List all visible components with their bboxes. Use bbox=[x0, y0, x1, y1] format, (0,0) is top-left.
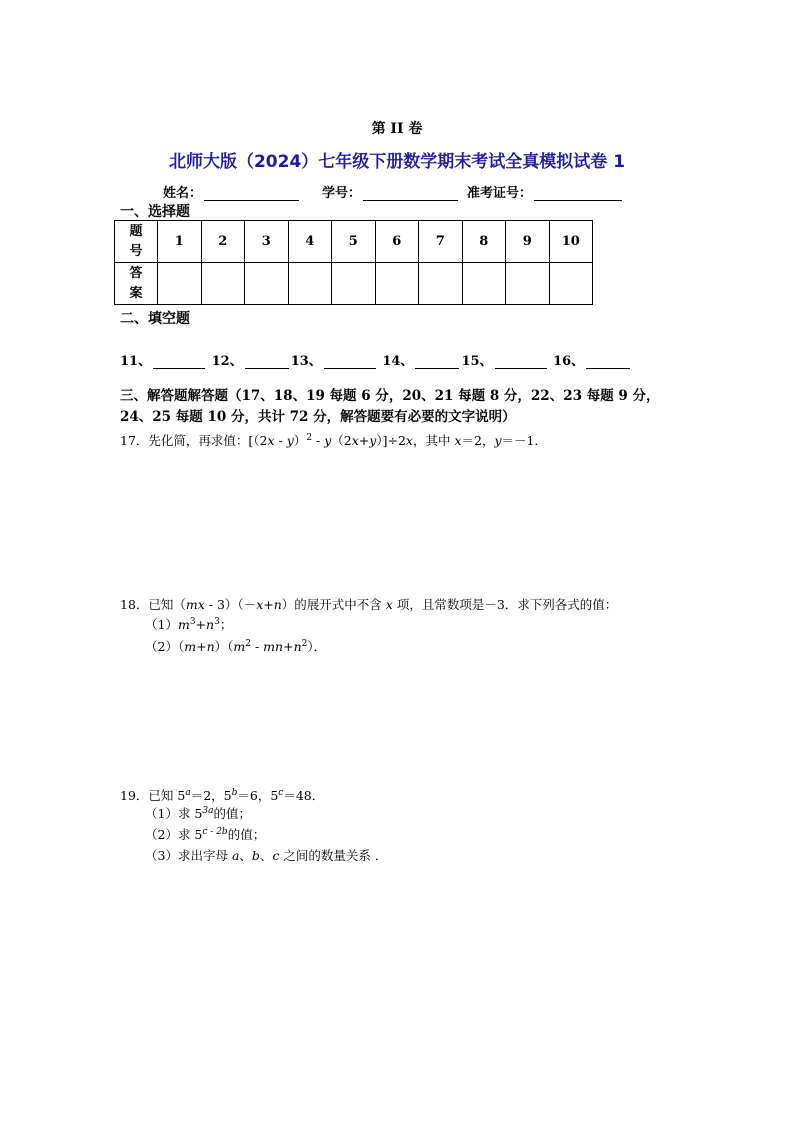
var-b: b bbox=[251, 848, 260, 863]
q17-text: ＝2， bbox=[461, 433, 495, 449]
q17-text: - bbox=[312, 433, 325, 449]
fill-blank-line bbox=[120, 350, 632, 369]
fill-item-label: 14、 bbox=[382, 354, 414, 369]
student-id-label: 学号： bbox=[322, 186, 362, 201]
student-id-blank[interactable] bbox=[363, 186, 458, 201]
exponent-var: a bbox=[185, 788, 191, 798]
var-mx: mx bbox=[185, 597, 205, 612]
q19-text: ＝2，5 bbox=[190, 788, 232, 804]
fill-blank[interactable] bbox=[324, 355, 376, 369]
q19-text: 之间的数量关系 ． bbox=[279, 848, 388, 863]
question-17 bbox=[120, 428, 547, 451]
question-18 bbox=[120, 594, 617, 615]
var-n: n bbox=[206, 617, 215, 632]
fill-blank[interactable] bbox=[586, 355, 630, 369]
question-number-row bbox=[115, 221, 593, 263]
var-m: m bbox=[177, 617, 190, 632]
name-field bbox=[163, 182, 299, 201]
q18-sub-1 bbox=[145, 615, 232, 633]
q18-text: ； bbox=[219, 617, 233, 632]
question-19 bbox=[120, 783, 324, 806]
paren: ） bbox=[214, 639, 228, 654]
section-fill-heading: 二、填空题 bbox=[120, 311, 190, 327]
var-y: y bbox=[324, 433, 332, 449]
q19-text: ＝6，5 bbox=[237, 788, 279, 804]
volume-label: 第 II 卷 bbox=[371, 121, 423, 137]
exponent: 2 bbox=[245, 638, 251, 649]
q19-text: ＝48． bbox=[283, 788, 325, 804]
paren: （ bbox=[227, 639, 234, 654]
q17-text: 17．先化简，再求值：[（2 bbox=[120, 433, 268, 449]
paren: （ bbox=[177, 639, 185, 654]
exponent-var: c - 2b bbox=[202, 826, 228, 837]
q18-text: 项，且常数项是－3．求下列各式的值： bbox=[392, 597, 618, 612]
answer-header bbox=[115, 263, 158, 305]
section-solve-heading: 三、解答题解答题（17、18、19 每题 6 分，20、21 每题 8 分，22、23 每题 9 分，24、25 每题 10 分，共计 72 分，解答题要有必要的文字说明） bbox=[120, 388, 660, 425]
section-choice-heading: 一、选择题 bbox=[120, 204, 190, 220]
var-n: n bbox=[206, 639, 215, 654]
q19-text: 、 bbox=[259, 848, 273, 863]
question-number-header bbox=[115, 221, 158, 263]
exponent-var: b bbox=[231, 788, 238, 798]
answer-cell[interactable] bbox=[245, 263, 289, 305]
var-m: m bbox=[233, 639, 246, 654]
exponent: 2 bbox=[301, 638, 308, 649]
q17-text: - bbox=[274, 433, 287, 449]
answer-cell[interactable] bbox=[201, 263, 245, 305]
answer-table bbox=[114, 220, 593, 305]
fill-blank[interactable] bbox=[153, 355, 205, 369]
question-number-cell: 10 bbox=[549, 221, 593, 263]
var-y: y bbox=[494, 433, 502, 449]
question-number-cell: 4 bbox=[288, 221, 332, 263]
q19-sub-2 bbox=[145, 825, 265, 843]
question-number-cell: 3 bbox=[245, 221, 289, 263]
q18-sub-2 bbox=[145, 637, 326, 655]
fill-item-label: 12、 bbox=[211, 354, 243, 369]
question-number-cell: 2 bbox=[201, 221, 245, 263]
exponent: 3 bbox=[214, 616, 220, 627]
q19-sub-3 bbox=[145, 846, 387, 864]
var-c: c bbox=[272, 848, 280, 863]
var-x: x bbox=[405, 433, 413, 449]
question-number-cell: 8 bbox=[462, 221, 506, 263]
answer-cell[interactable] bbox=[549, 263, 593, 305]
question-number-cell: 7 bbox=[419, 221, 463, 263]
exam-id-label: 准考证号： bbox=[467, 186, 533, 201]
header-char-bottom: 号 bbox=[129, 243, 143, 259]
var-x: x bbox=[351, 433, 359, 449]
question-number-cell: 1 bbox=[158, 221, 202, 263]
fill-item-label: 13、 bbox=[290, 354, 322, 369]
var-x: x bbox=[385, 597, 393, 612]
q19-text: 的值； bbox=[213, 806, 251, 821]
header-char-top: 题 bbox=[129, 223, 143, 239]
student-id-field bbox=[322, 182, 458, 201]
answer-cell[interactable] bbox=[288, 263, 332, 305]
sub-label: （2） bbox=[145, 639, 178, 654]
answer-cell[interactable] bbox=[506, 263, 550, 305]
fill-blank[interactable] bbox=[495, 355, 547, 369]
answer-cell[interactable] bbox=[158, 263, 202, 305]
var-mn: mn bbox=[263, 639, 284, 654]
answer-row bbox=[115, 263, 593, 305]
answer-cell[interactable] bbox=[375, 263, 419, 305]
var-n: n bbox=[273, 597, 282, 612]
fill-blank[interactable] bbox=[415, 355, 459, 369]
header-char-top: 答 bbox=[129, 265, 143, 281]
q18-text: + bbox=[263, 597, 274, 612]
op: + bbox=[195, 617, 207, 632]
var-y: y bbox=[369, 433, 377, 449]
op: - bbox=[251, 639, 264, 654]
exponent: 2 bbox=[306, 433, 313, 443]
q19-sub-1 bbox=[145, 804, 251, 822]
q17-text: （2 bbox=[331, 433, 352, 449]
q17-text: ） bbox=[293, 433, 307, 449]
header-char-bottom: 案 bbox=[129, 285, 143, 301]
exam-id-field bbox=[467, 182, 622, 201]
var-y: y bbox=[286, 433, 294, 449]
fill-item-label: 11、 bbox=[120, 354, 152, 369]
exponent-var: c bbox=[278, 788, 284, 798]
fill-item-label: 16、 bbox=[553, 354, 585, 369]
q19-text: （3）求出字母 bbox=[145, 848, 232, 863]
question-number-cell: 9 bbox=[506, 221, 550, 263]
exam-id-blank[interactable] bbox=[534, 186, 622, 201]
answer-cell[interactable] bbox=[332, 263, 376, 305]
exponent: 3 bbox=[189, 616, 196, 627]
var-a: a bbox=[231, 848, 240, 863]
q17-text: ）]÷2 bbox=[376, 433, 406, 449]
sub-label: （1） bbox=[145, 617, 178, 632]
name-blank[interactable] bbox=[204, 186, 299, 201]
var-x: x bbox=[267, 433, 275, 449]
answer-cell[interactable] bbox=[462, 263, 506, 305]
exponent-var: 3a bbox=[202, 805, 214, 816]
op: + bbox=[196, 639, 207, 654]
q17-text: + bbox=[358, 433, 370, 449]
q17-text: ＝－1． bbox=[501, 433, 547, 449]
fill-blank[interactable] bbox=[245, 355, 289, 369]
q18-text: 18．已知（ bbox=[120, 597, 186, 612]
var-x: x bbox=[256, 597, 264, 612]
q19-text: 19．已知 5 bbox=[120, 788, 186, 804]
question-number-cell: 5 bbox=[332, 221, 376, 263]
var-m: m bbox=[184, 639, 197, 654]
name-label: 姓名： bbox=[163, 186, 203, 201]
exam-title: 北师大版（2024）七年级下册数学期末考试全真模拟试卷 1 bbox=[168, 152, 626, 172]
q18-text: ）． bbox=[307, 639, 327, 654]
q19-text: 的值； bbox=[227, 827, 266, 842]
q17-text: ，其中 bbox=[412, 433, 455, 449]
q19-text: （2）求 5 bbox=[145, 827, 203, 842]
fill-item-label: 15、 bbox=[461, 354, 493, 369]
answer-cell[interactable] bbox=[419, 263, 463, 305]
q18-text: - 3）（－ bbox=[204, 597, 257, 612]
var-n: n bbox=[293, 639, 302, 654]
q19-text: 、 bbox=[239, 848, 252, 863]
var-x: x bbox=[454, 433, 462, 449]
q18-text: ）的展开式中不含 bbox=[281, 597, 386, 612]
q19-text: （1）求 5 bbox=[145, 806, 203, 821]
op: + bbox=[283, 639, 294, 654]
question-number-cell: 6 bbox=[375, 221, 419, 263]
